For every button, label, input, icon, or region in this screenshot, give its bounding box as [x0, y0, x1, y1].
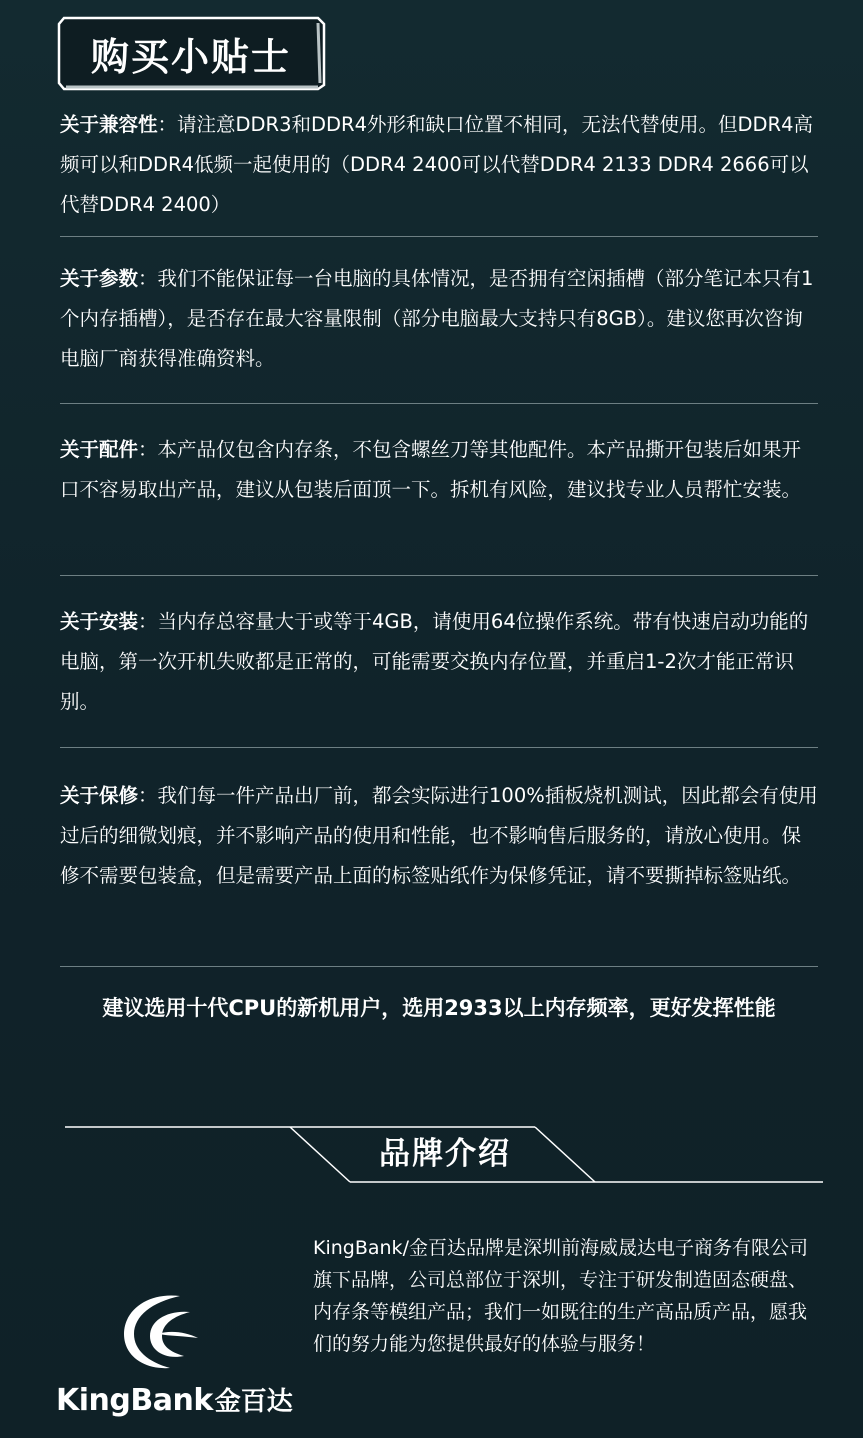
section-label: 关于保修	[60, 784, 139, 807]
logo-english: KingBank	[56, 1383, 213, 1418]
divider	[60, 236, 818, 237]
section-label: 关于参数	[60, 267, 139, 290]
tips-header-badge	[56, 15, 326, 91]
kingbank-logo-text	[56, 1381, 296, 1425]
divider	[60, 403, 818, 404]
section-installation	[60, 602, 818, 722]
section-parameters	[60, 259, 818, 379]
section-warranty	[60, 776, 818, 896]
section-text: ：当内存总容量大于或等于4GB，请使用64位操作系统。带有快速启动功能的电脑，第一次开机失败都是正常的，可能需要交换内存位置，并重启1-2次才能正常识别。	[60, 610, 809, 713]
section-label: 关于兼容性	[60, 113, 158, 136]
section-text: ：请注意DDR3和DDR4外形和缺口位置不相同，无法代替使用。但DDR4高频可以和DDR4低频一起使用的（DDR4 2400可以代替DDR4 2133 DDR4 2666可以代替DDR4 2400）	[60, 113, 813, 216]
recommendation-text: 建议选用十代CPU的新机用户，选用2933以上内存频率，更好发挥性能	[102, 996, 776, 1020]
logo-chinese: 金百达	[214, 1387, 293, 1417]
section-label: 关于配件	[60, 438, 139, 461]
divider	[60, 966, 818, 967]
divider	[60, 747, 818, 748]
brand-title: 品牌介绍	[379, 1136, 511, 1172]
section-accessories	[60, 430, 818, 510]
brand-description: KingBank/金百达品牌是深圳前海威晟达电子商务有限公司旗下品牌，公司总部位于深圳，专注于研发制造固态硬盘、内存条等模组产品；我们一如既往的生产高品质产品，愿我们的努力能为您提供最好的体验与服务！	[313, 1237, 808, 1355]
kingbank-logo-icon	[118, 1290, 208, 1372]
section-text: ：我们每一件产品出厂前，都会实际进行100%插板烧机测试，因此都会有使用过后的细微划痕，并不影响产品的使用和性能，也不影响售后服务的，请放心使用。保修不需要包装盒，但是需要产品上面的标签贴纸作为保修凭证，请不要撕掉标签贴纸。	[60, 784, 818, 887]
divider	[60, 575, 818, 576]
section-compatibility	[60, 105, 818, 225]
section-text: ：本产品仅包含内存条，不包含螺丝刀等其他配件。本产品撕开包装后如果开口不容易取出产品，建议从包装后面顶一下。拆机有风险，建议找专业人员帮忙安装。	[60, 438, 802, 501]
tips-title: 购买小贴士	[90, 34, 291, 79]
brand-header	[60, 1120, 830, 1190]
section-text: ：我们不能保证每一台电脑的具体情况，是否拥有空闲插槽（部分笔记本只有1个内存插槽），是否存在最大容量限制（部分电脑最大支持只有8GB）。建议您再次咨询电脑厂商获得准确资料。	[60, 267, 814, 370]
section-label: 关于安装	[60, 610, 139, 633]
